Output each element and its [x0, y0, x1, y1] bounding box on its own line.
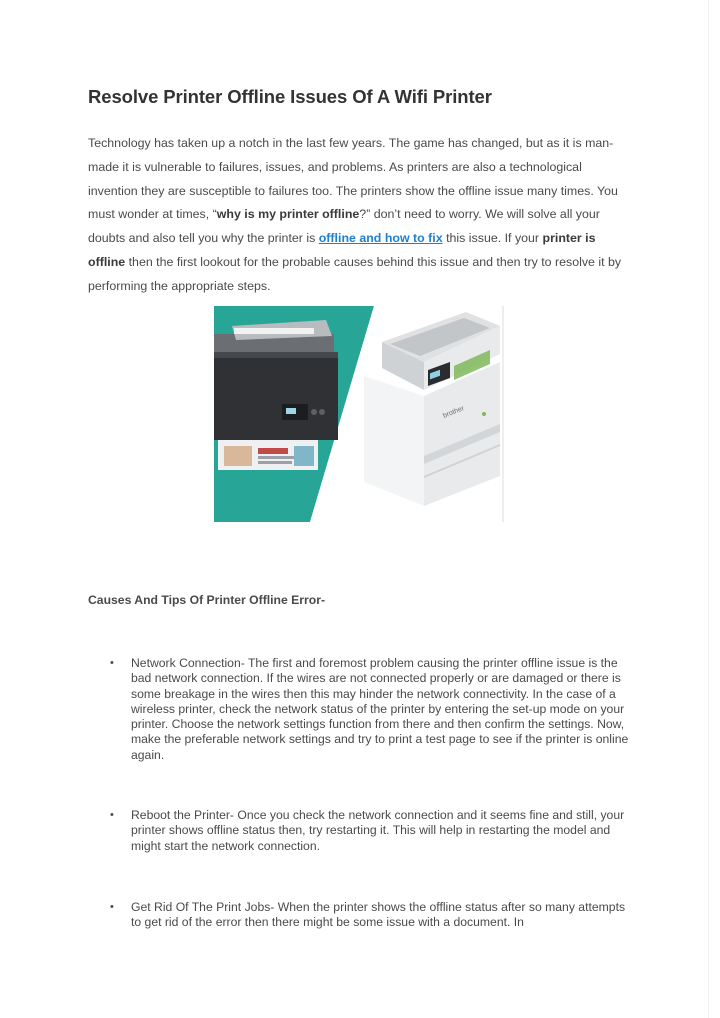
page-title: Resolve Printer Offline Issues Of A Wifi Printer — [88, 86, 492, 107]
bullet-icon: • — [110, 809, 114, 821]
intro-bold-why-offline: why is my printer offline — [216, 207, 360, 222]
intro-text-2: ?” don’t need to worry. We will solve all your doubts and also tell you why the printer is — [88, 207, 600, 246]
brand-mark-text: brother — [442, 405, 466, 420]
printer-comparison-image — [214, 306, 504, 522]
intro-text-4: then the first lookout for the probable causes behind this issue and then try to resolve it by performing the appropriate steps. — [88, 254, 622, 293]
section-heading: Causes And Tips Of Printer Offline Error- — [88, 593, 326, 607]
intro-bold-printer-offline: printer is offline — [88, 231, 596, 269]
intro-text-1: Technology has taken up a notch in the last few years. The game has changed, but as it is man-made it is vulnerable to failures, issues, and problems. As printers are also a technological invention they are susceptible to failures too. The printers show the offline issue many times. You must wonder at times, “ — [88, 136, 618, 222]
offline-fix-link[interactable]: offline and how to fix — [318, 231, 443, 246]
bullet-text: Get Rid Of The Print Jobs- When the printer shows the offline status after so many attempts to get rid of the error then there might be some issue with a document. In — [131, 900, 626, 930]
bullet-text: Reboot the Printer- Once you check the network connection and it seems fine and still, your printer shows offline status then, try restarting it. This will help in restarting the model and might start the network connection. — [131, 808, 625, 853]
intro-paragraph — [88, 132, 628, 299]
page-edge-divider — [708, 0, 709, 1018]
bullet-text: Network Connection- The first and foremost problem causing the printer offline issue is the bad network connection. If the wires are not connected properly or are damaged or there is some breakage in the wires then this may hinder the network connectivity. In the case of a wireless printer, check the network status of the printer by entering the set-up mode on your printer. Choose the network settings function from there and then confirm the settings. Now, make the preferable network settings and try to print a test page to see if the printer is online again. — [131, 656, 629, 762]
printer-illustration — [214, 306, 504, 522]
bullet-icon: • — [110, 657, 114, 669]
bullet-icon: • — [110, 901, 114, 913]
intro-text-3: this issue. If your — [442, 231, 543, 246]
